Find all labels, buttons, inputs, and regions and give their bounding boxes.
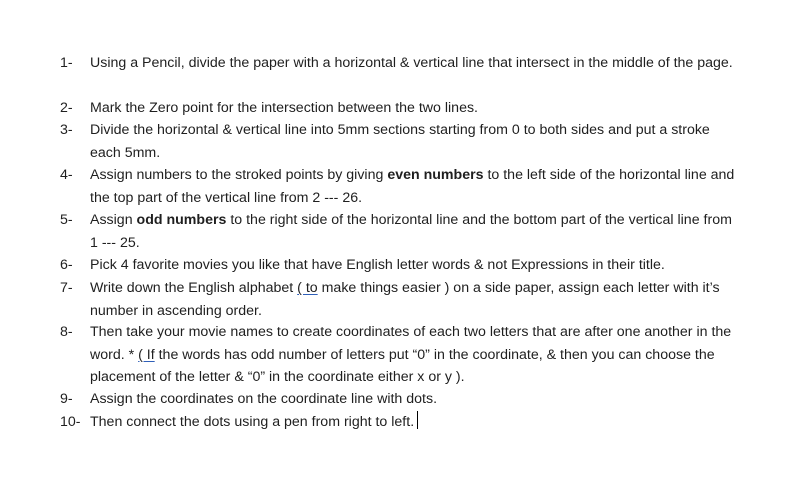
item-text: Divide the horizontal & vertical line into 5mm sections starting from 0 to both sides and put a stroke each 5mm. [90, 122, 710, 161]
item-text: Assign odd numbers to the right side of the horizontal line and the bottom part of the vertical line from 1 --- 25. [90, 212, 732, 251]
list-item [60, 411, 740, 434]
item-number: 3- [60, 122, 73, 138]
item-number: 2- [60, 100, 73, 116]
item-number: 10- [60, 414, 81, 430]
text-cursor[interactable] [417, 411, 418, 429]
item-text: Write down the English alphabet ( to make things easier ) on a side paper, assign each letter with it’s number in ascending order. [90, 280, 720, 319]
item-text: Mark the Zero point for the intersection between the two lines. [90, 100, 478, 116]
item-text: Assign the coordinates on the coordinate line with dots. [90, 391, 438, 407]
item-number: 6- [60, 257, 73, 273]
list-item [60, 52, 740, 75]
item-number: 5- [60, 212, 73, 228]
list-item [60, 209, 740, 254]
item-number: 9- [60, 391, 73, 407]
item-number: 4- [60, 167, 73, 183]
item-text: Assign numbers to the stroked points by giving even numbers to the left side of the horizontal line and the top part of the vertical line from 2 --- 26. [90, 167, 735, 206]
item-text: Using a Pencil, divide the paper with a horizontal & vertical line that intersect in the middle of the page. [90, 55, 733, 71]
list-item [60, 321, 740, 389]
item-number: 7- [60, 280, 73, 296]
item-number: 1- [60, 55, 73, 71]
underlined-phrase: ( to [297, 280, 318, 296]
item-text: Then take your movie names to create coordinates of each two letters that are after one another in the word. * ( If the words has odd number of letters put “0” in the coordinate, & then you can choose the placement of the letter & “0” in the coordinate either x or y ). [90, 324, 732, 385]
list-item [60, 164, 740, 209]
item-text: Then connect the dots using a pen from right to left. [90, 411, 740, 434]
list-item [60, 254, 740, 277]
item-number: 8- [60, 324, 73, 340]
bold-phrase: odd numbers [136, 212, 227, 228]
item-text: Pick 4 favorite movies you like that have English letter words & not Expressions in their title. [90, 257, 665, 273]
list-item [60, 97, 740, 120]
list-item [60, 388, 740, 411]
list-item [60, 277, 740, 322]
bold-phrase: even numbers [387, 167, 484, 183]
underlined-phrase: ( If [138, 346, 155, 363]
list-item [60, 119, 740, 164]
